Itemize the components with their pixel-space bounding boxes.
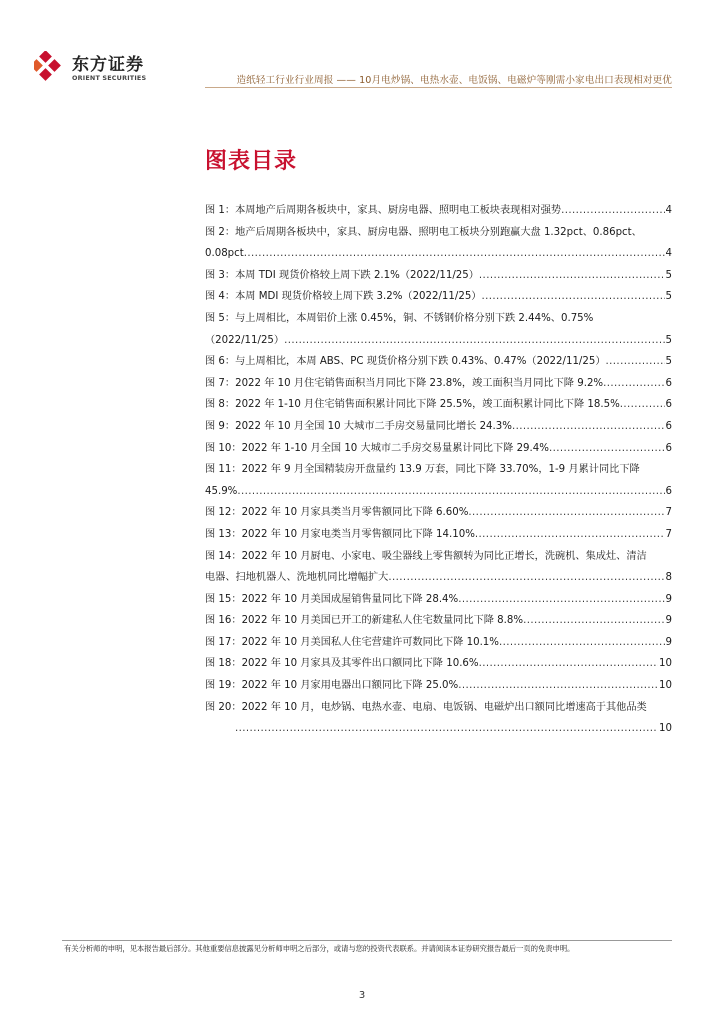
toc-entry-page: 6 <box>665 442 672 454</box>
toc-entry-page: 10 <box>659 680 672 692</box>
toc-heading: 图表目录 <box>205 149 298 174</box>
toc-dot-leader <box>549 438 665 460</box>
toc-entry-text: 图 19：2022 年 10 月家用电器出口额同比下降 25.0% <box>205 680 459 692</box>
toc-entry-page: 5 <box>665 269 672 281</box>
toc-entry-page: 4 <box>665 248 672 260</box>
toc-dot-leader <box>284 330 664 352</box>
toc-entry-text: 图 15：2022 年 10 月美国成屋销售量同比下降 28.4% <box>205 593 459 605</box>
toc-entry-page: 10 <box>659 723 672 735</box>
header-divider <box>205 87 672 88</box>
toc-entry-text: 图 12：2022 年 10 月家具类当月零售额同比下降 6.60% <box>205 507 469 519</box>
footer-divider <box>62 940 672 941</box>
report-header-title: 造纸轻工行业行业周报 —— 10月电炒锅、电热水壶、电饭锅、电磁炉等刚需小家电出口表现相对更优 <box>236 75 672 86</box>
toc-dot-leader <box>523 610 664 632</box>
toc-dot-leader <box>606 351 665 373</box>
orient-securities-logo-icon <box>34 51 64 81</box>
toc-entry[interactable] <box>205 610 672 632</box>
toc-entry-page: 6 <box>665 377 672 389</box>
toc-entry-text: （2022/11/25） <box>205 334 285 346</box>
toc-dot-leader <box>458 675 658 697</box>
company-logo <box>34 50 164 86</box>
logo-english-name: ORIENT SECURITIES <box>72 74 147 82</box>
toc-entry-text: 图 14：2022 年 10 月厨电、小家电、吸尘器线上零售额转为同比正增长，洗碗机、集成灶、清洁 <box>205 550 647 562</box>
toc-dot-leader <box>458 589 664 611</box>
toc-dot-leader <box>244 243 665 265</box>
toc-entry-text: 图 18：2022 年 10 月家具及其零件出口额同比下降 10.6% <box>205 658 479 670</box>
toc-entry-page: 8 <box>665 572 672 584</box>
footer-disclaimer: 有关分析师的申明，见本报告最后部分。其他重要信息披露见分析师申明之后部分，或请与您的投资代表联系。并请阅读本证券研究报告最后一页的免责申明。 <box>64 944 575 953</box>
toc-entry-text: 图 8：2022 年 1-10 月住宅销售面积累计同比下降 25.5%，竣工面积累计同比下降 18.5% <box>205 399 620 411</box>
toc-entry-text: 图 7：2022 年 10 月住宅销售面积当月同比下降 23.8%，竣工面积当月同比下降 9.2% <box>205 377 604 389</box>
toc-entry[interactable] <box>205 351 672 373</box>
toc-entry[interactable] <box>205 546 672 589</box>
toc-entry[interactable] <box>205 200 672 222</box>
toc-entry-text: 图 10：2022 年 1-10 月全国 10 大城市二手房交易量累计同比下降 29.4% <box>205 442 549 454</box>
toc-dot-leader <box>235 718 658 740</box>
toc-entry[interactable] <box>205 653 672 675</box>
toc-entry-text: 图 3：本周 TDI 现货价格较上周下跌 2.1%（2022/11/25） <box>205 269 479 281</box>
toc-entry-text: 图 16：2022 年 10 月美国已开工的新建私人住宅数量同比下降 8.8% <box>205 615 524 627</box>
page-number: 3 <box>358 990 366 1001</box>
toc-dot-leader <box>468 502 664 524</box>
toc-entry[interactable] <box>205 286 672 308</box>
toc-entry-page: 9 <box>665 593 672 605</box>
toc-entry-text: 图 2：地产后周期各板块中，家具、厨房电器、照明电工板块分别跑赢大盘 1.32pct、0.86pct、 <box>205 226 642 238</box>
toc-entry[interactable] <box>205 265 672 287</box>
toc-entry-text: 图 11：2022 年 9 月全国精装房开盘量约 13.9 万套，同比下降 33.70%，1-9 月累计同比下降 <box>205 464 640 476</box>
toc-entry-text: 图 17：2022 年 10 月美国私人住宅营建许可数同比下降 10.1% <box>205 636 499 648</box>
toc-dot-leader <box>475 524 665 546</box>
toc-entry-text: 图 20：2022 年 10 月，电炒锅、电热水壶、电扇、电饭锅、电磁炉出口额同比增速高于其他品类 <box>205 701 647 713</box>
toc-entry-page: 6 <box>665 485 672 497</box>
toc-dot-leader <box>561 200 664 222</box>
toc-dot-leader <box>603 373 664 395</box>
toc-entry-text: 0.08pct <box>205 248 244 260</box>
toc-entry[interactable] <box>205 394 672 416</box>
toc-entry[interactable] <box>205 589 672 611</box>
toc-entry[interactable] <box>205 459 672 502</box>
toc-entry-page: 5 <box>665 334 672 346</box>
toc-entry[interactable] <box>205 373 672 395</box>
toc-entry-page: 4 <box>665 205 672 216</box>
toc-dot-leader <box>237 481 664 503</box>
toc-dot-leader <box>388 567 664 589</box>
toc-entry-text: 图 6：与上周相比，本周 ABS、PC 现货价格分别下跌 0.43%、0.47%（2022/11/25） <box>205 356 606 368</box>
table-of-figures <box>205 200 672 740</box>
toc-entry-page: 9 <box>665 636 672 648</box>
toc-entry[interactable] <box>205 697 672 740</box>
toc-entry[interactable] <box>205 632 672 654</box>
toc-entry-text: 图 4：本周 MDI 现货价格较上周下跌 3.2%（2022/11/25） <box>205 291 482 303</box>
toc-entry[interactable] <box>205 308 672 351</box>
toc-entry-page: 7 <box>665 507 672 519</box>
toc-entry-text: 45.9% <box>205 485 238 497</box>
toc-dot-leader <box>479 265 665 287</box>
toc-entry[interactable] <box>205 438 672 460</box>
toc-entry[interactable] <box>205 222 672 265</box>
toc-entry-text: 图 9：2022 年 10 月全国 10 大城市二手房交易量同比增长 24.3% <box>205 420 512 432</box>
toc-entry-page: 10 <box>659 658 672 670</box>
toc-entry-page: 6 <box>665 399 672 411</box>
toc-entry-page: 5 <box>665 291 672 303</box>
toc-entry[interactable] <box>205 416 672 438</box>
toc-dot-leader <box>481 286 664 308</box>
toc-entry-text: 电器、扫地机器人、洗地机同比增幅扩大 <box>205 572 389 584</box>
toc-entry-page: 6 <box>665 420 672 432</box>
toc-dot-leader <box>479 653 658 675</box>
toc-entry[interactable] <box>205 502 672 524</box>
logo-chinese-name: 东方证券 <box>72 55 144 75</box>
toc-entry-text: 图 5：与上周相比，本周铝价上涨 0.45%，铜、不锈钢价格分别下跌 2.44%、0.75% <box>205 312 594 324</box>
toc-entry[interactable] <box>205 675 672 697</box>
toc-entry-page: 5 <box>665 356 672 368</box>
toc-entry-text: 图 1：本周地产后周期各板块中，家具、厨房电器、照明电工板块表现相对强势 <box>205 205 562 216</box>
toc-entry-text: 图 13：2022 年 10 月家电类当月零售额同比下降 14.10% <box>205 528 475 540</box>
toc-entry-page: 9 <box>665 615 672 627</box>
toc-dot-leader <box>499 632 665 654</box>
toc-entry-page: 7 <box>665 528 672 540</box>
toc-entry[interactable] <box>205 524 672 546</box>
toc-dot-leader <box>620 394 665 416</box>
toc-dot-leader <box>512 416 665 438</box>
